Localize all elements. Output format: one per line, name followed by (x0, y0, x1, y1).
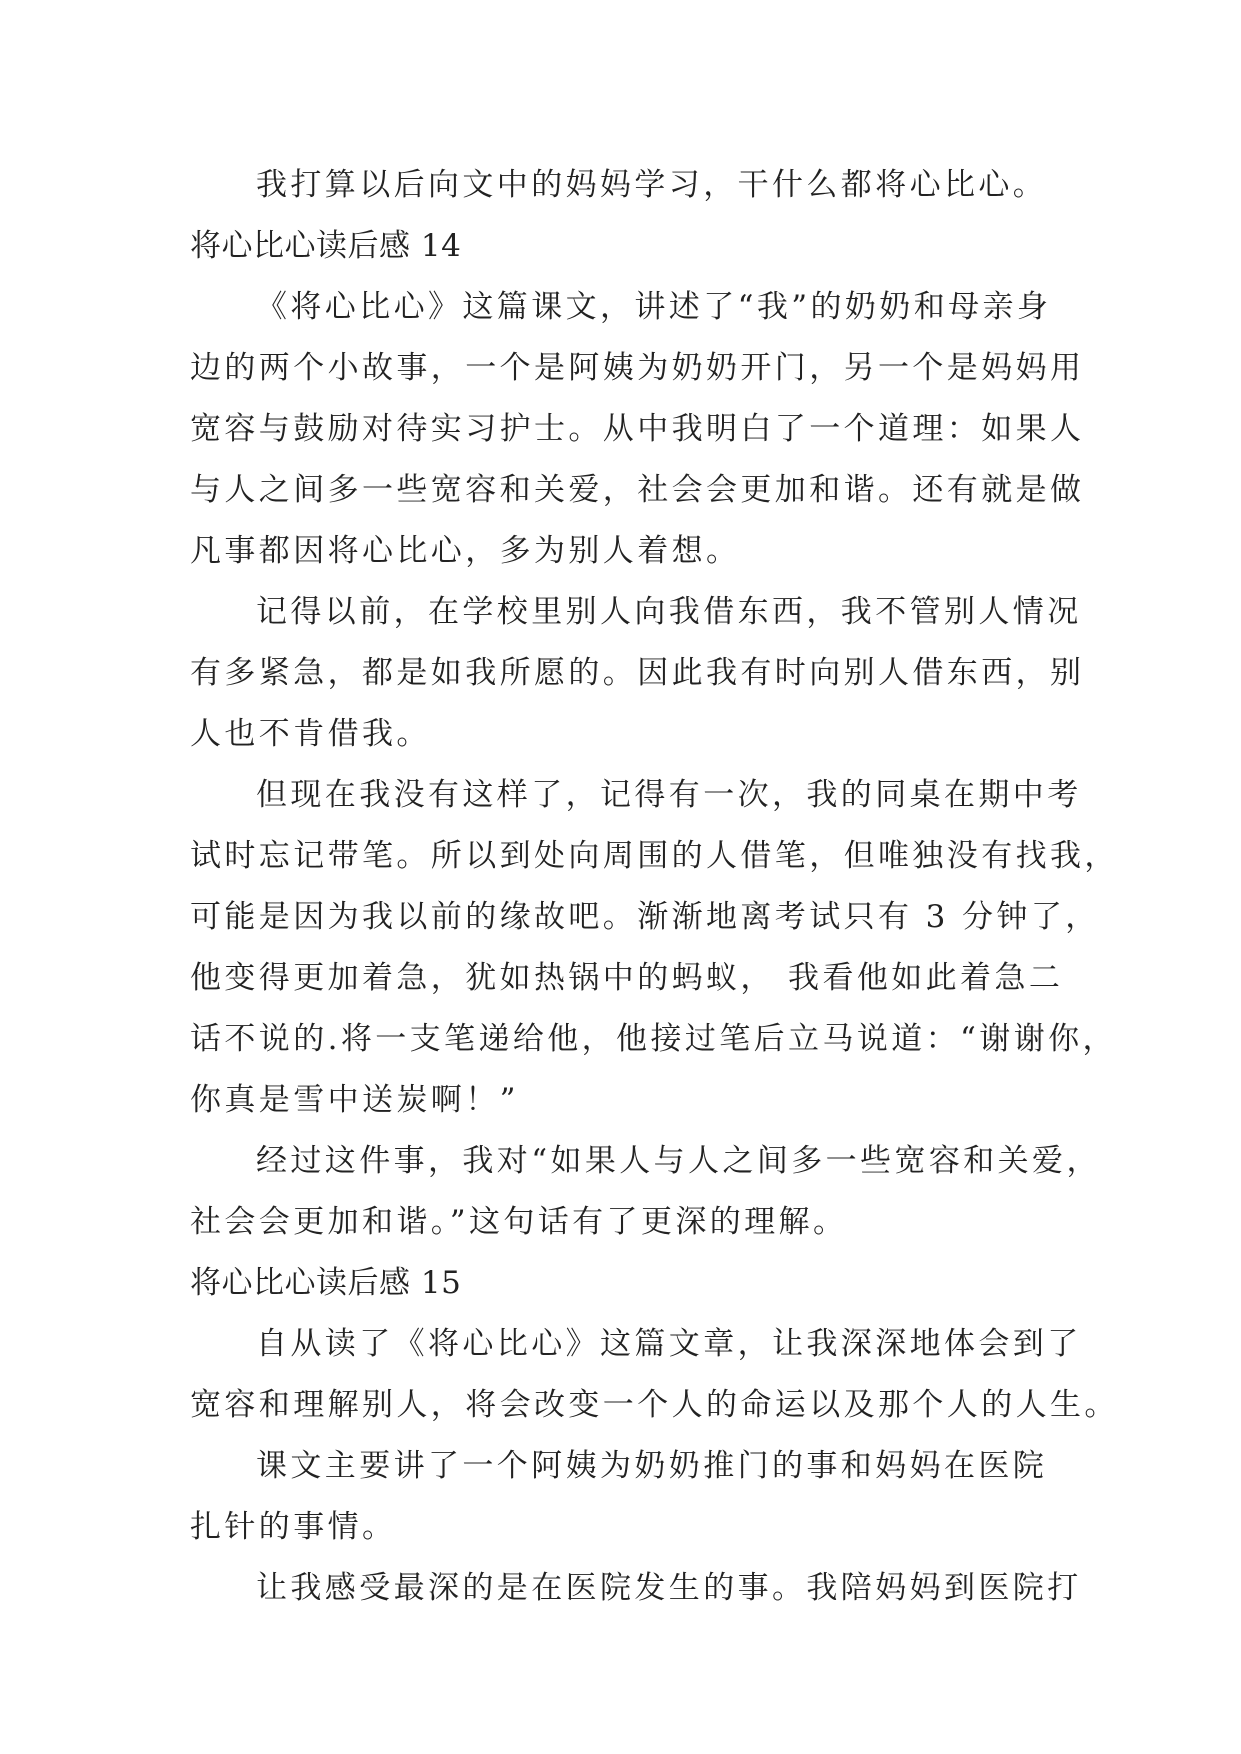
paragraph-line: 自从读了《将心比心》这篇文章，让我深深地体会到了 (256, 1326, 1082, 1362)
paragraph-line: 可能是因为我以前的缘故吧。渐渐地离考试只有 3 分钟了， (190, 899, 1100, 935)
paragraph-line: 我打算以后向文中的妈妈学习，干什么都将心比心。 (256, 167, 1048, 203)
section-heading: 将心比心读后感 14 (190, 228, 462, 264)
paragraph-line: 他变得更加着急，犹如热锅中的蚂蚁， 我看他如此着急二 (190, 960, 1064, 996)
paragraph-line: 《将心比心》这篇课文，讲述了“我”的奶奶和母亲身 (256, 289, 1052, 325)
paragraph-line: 有多紧急，都是如我所愿的。因此我有时向别人借东西，别 (190, 655, 1085, 691)
paragraph-line: 但现在我没有这样了，记得有一次，我的同桌在期中考 (256, 777, 1082, 813)
paragraph-line: 社会会更加和谐。”这句话有了更深的理解。 (190, 1204, 848, 1240)
paragraph-line: 课文主要讲了一个阿姨为奶奶推门的事和妈妈在医院 (256, 1448, 1048, 1484)
paragraph-line: 宽容与鼓励对待实习护士。从中我明白了一个道理：如果人 (190, 411, 1085, 447)
paragraph-line: 宽容和理解别人，将会改变一个人的命运以及那个人的人生。 (190, 1387, 1119, 1423)
paragraph-line: 扎针的事情。 (190, 1509, 397, 1545)
paragraph-line: 话不说的.将一支笔递给他，他接过笔后立马说道：“谢谢你， (190, 1021, 1117, 1057)
paragraph-line: 经过这件事，我对“如果人与人之间多一些宽容和关爱， (256, 1143, 1101, 1179)
document-body (190, 162, 1119, 1626)
paragraph-line: 让我感受最深的是在医院发生的事。我陪妈妈到医院打 (256, 1570, 1082, 1606)
paragraph-line: 边的两个小故事，一个是阿姨为奶奶开门，另一个是妈妈用 (190, 350, 1085, 386)
section-heading: 将心比心读后感 15 (190, 1265, 462, 1301)
paragraph-line: 人也不肯借我。 (190, 716, 431, 752)
paragraph-line: 你真是雪中送炭啊！” (190, 1082, 519, 1118)
paragraph-line: 记得以前，在学校里别人向我借东西，我不管别人情况 (256, 594, 1082, 630)
paragraph-line: 与人之间多一些宽容和关爱，社会会更加和谐。还有就是做 (190, 472, 1085, 508)
paragraph-line: 凡事都因将心比心，多为别人着想。 (190, 533, 741, 569)
paragraph-line: 试时忘记带笔。所以到处向周围的人借笔，但唯独没有找我， (190, 838, 1119, 874)
